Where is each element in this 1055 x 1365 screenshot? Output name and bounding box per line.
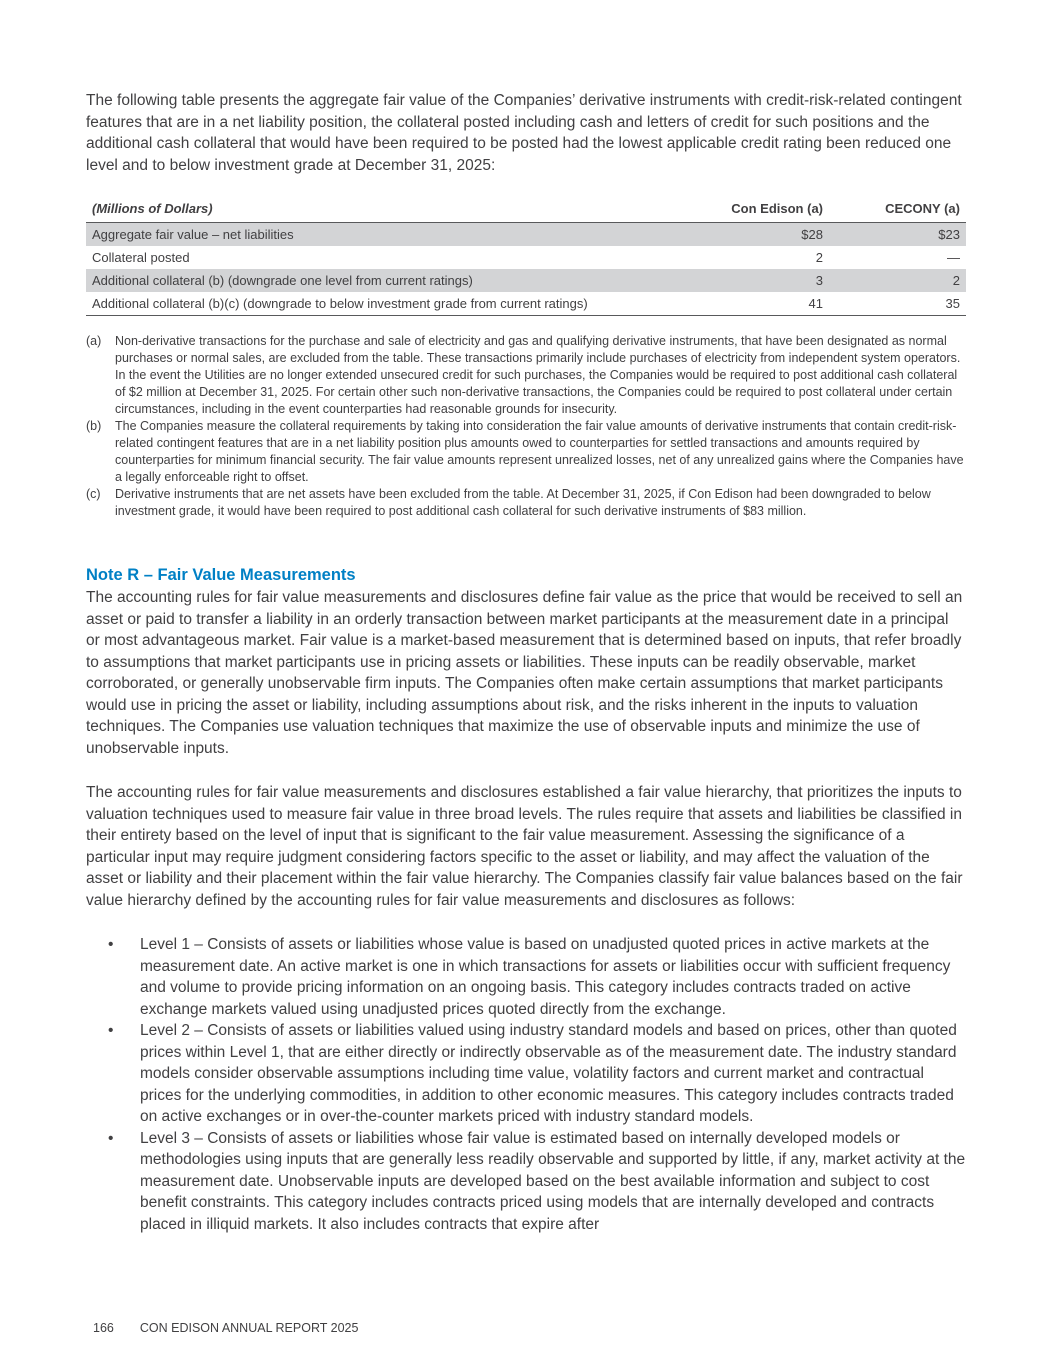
cecony-value: — — [947, 250, 960, 265]
footnote-marker: (c) — [86, 487, 101, 501]
table-row — [86, 269, 966, 292]
row-label: Aggregate fair value – net liabilities — [92, 227, 294, 242]
row-label: Collateral posted — [92, 250, 190, 265]
row-label: Additional collateral (b)(c) (downgrade to below investment grade from current ratings) — [86, 292, 692, 316]
con-edison-value: 41 — [692, 292, 829, 316]
column-header-con-edison: Con Edison (a) — [692, 197, 829, 223]
intro-paragraph: The following table presents the aggregate fair value of the Companies’ derivative instruments with credit-risk-related contingent features that are in a net liability position, the collateral posted including cash and letters of credit for such positions and the additional cash collateral that would have been required to be posted had the lowest applicable credit rating been reduced one level and to below investment grade at December 31, 2025: — [86, 92, 962, 174]
column-header-cecony: CECONY (a) — [829, 197, 966, 223]
column-header-millions-of-dollars: (Millions of Dollars) — [86, 197, 692, 223]
list-item-level-3 — [108, 1128, 966, 1236]
footnote-marker: (b) — [86, 419, 102, 433]
cecony-value: 35 — [829, 292, 966, 316]
footnote-a — [86, 333, 966, 418]
fair-value-levels-list — [86, 934, 966, 1235]
page-content — [86, 90, 966, 1235]
list-item-level-1 — [108, 934, 966, 1020]
cecony-value: 2 — [952, 273, 960, 288]
level-3-text: Level 3 – Consists of assets or liabilities whose fair value is estimated based on internally developed models or methodologies using inputs that are generally less readily observable and supported by little, if any, market activity at the measurement date. Unobservable inputs are developed based on the best available information and subject to cost benefit constraints. This category includes contracts priced using models that are internally developed and contracts placed in illiquid markets. It also includes contracts that expire after — [140, 1129, 966, 1233]
derivative-collateral-table — [86, 197, 966, 316]
page-number: 166 — [93, 1321, 114, 1335]
footnote-marker: (a) — [86, 334, 102, 348]
page-footer — [93, 1321, 358, 1336]
footnote-text: The Companies measure the collateral requirements by taking into consideration the fair value amounts of derivative instruments that contain credit-risk-related contingent features that are in a net liability position plus amounts owed to counterparties for settled transactions and amounts required by counterparties for minimum financial security. The fair value amounts represent unrealized losses, net of any unrealized gains where the Companies have a legally enforceable right to offset. — [115, 419, 964, 484]
list-item-level-2 — [108, 1020, 966, 1128]
bullet-icon: • — [108, 1129, 114, 1147]
footnote-text: Non-derivative transactions for the purchase and sale of electricity and gas and qualifying derivative instruments, that have been designated as normal purchases or normal sales, are excluded from the table. These transactions primarily include purchases of electricity from independent system operators. In the event the Utilities are no longer extended unsecured credit for such purchases, the Companies would be required to post additional cash collateral of $2 million at December 31, 2025. For certain other such non-derivative transactions, the Companies could be required to post collateral under certain circumstances, including in the event counterparties had reasonable grounds for insecurity. — [115, 334, 961, 416]
table-row — [86, 292, 966, 316]
table-row — [86, 223, 966, 247]
bullet-icon: • — [108, 936, 114, 953]
level-2-text: Level 2 – Consists of assets or liabilities valued using industry standard models and based on prices, other than quoted prices within Level 1, that are either directly or indirectly observable as of the measurement date. The industry standard models consider observable assumptions including time value, volatility factors and current market and contractual prices for the underlying commodities, in addition to other economic measures. This category includes contracts traded on active exchanges or in over-the-counter markets priced with industry standard models. — [140, 1022, 957, 1125]
cecony-value: $23 — [938, 227, 960, 242]
con-edison-value: 2 — [815, 250, 823, 265]
level-1-text: Level 1 – Consists of assets or liabilities whose value is based on unadjusted quoted prices in active markets at the measurement date. An active market is one in which transactions for assets or liabilities occur with sufficient frequency and volume to provide pricing information on an ongoing basis. This category includes contracts traded on active exchange markets valued using unadjusted prices quoted directly from the exchange. — [140, 936, 951, 1018]
row-label: Additional collateral (b) (downgrade one level from current ratings) — [92, 273, 473, 288]
table-header-row — [86, 197, 966, 223]
table-footnotes — [86, 333, 966, 520]
con-edison-value: $28 — [801, 227, 823, 242]
footnote-text: Derivative instruments that are net assets have been excluded from the table. At December 31, 2025, if Con Edison had been downgraded to below investment grade, it would have been required to post additional cash collateral for such derivative instruments of $83 million. — [115, 487, 931, 518]
note-paragraph-2: The accounting rules for fair value measurements and disclosures established a fair value hierarchy, that prioritizes the inputs to valuation techniques used to measure fair value in three broad levels. The rules require that assets and liabilities be classified in their entirety based on the level of input that is significant to the fair value measurement. Assessing the significance of a particular input may require judgment considering factors specific to the asset or liability, and may affect the valuation of the asset or liability and their placement within the fair value hierarchy. The Companies classify fair value balances based on the fair value hierarchy defined by the accounting rules for fair value measurements and disclosures as follows: — [86, 784, 963, 909]
footnote-b — [86, 418, 966, 486]
footnote-c — [86, 486, 966, 520]
note-r-heading: Note R – Fair Value Measurements — [86, 566, 356, 584]
table-row — [86, 246, 966, 269]
report-title: CON EDISON ANNUAL REPORT 2025 — [139, 1321, 359, 1335]
bullet-icon: • — [108, 1022, 114, 1039]
note-paragraph-1: The accounting rules for fair value measurements and disclosures define fair value as the price that would be received to sell an asset or paid to transfer a liability in an orderly transaction between market participants at the measurement date in a principal or most advantageous market. Fair value is a market-based measurement that is determined based on inputs, that refer broadly to assumptions that market participants use in pricing assets or liabilities. These inputs can be readily observable, market corroborated, or generally unobservable firm inputs. The Companies often make certain assumptions that market participants would use in pricing the asset or liability, including assumptions about risk, and the risks inherent in the inputs to valuation techniques. The Companies use valuation techniques that maximize the use of observable inputs and minimize the use of unobservable inputs. — [86, 589, 963, 757]
con-edison-value: 3 — [815, 273, 823, 288]
